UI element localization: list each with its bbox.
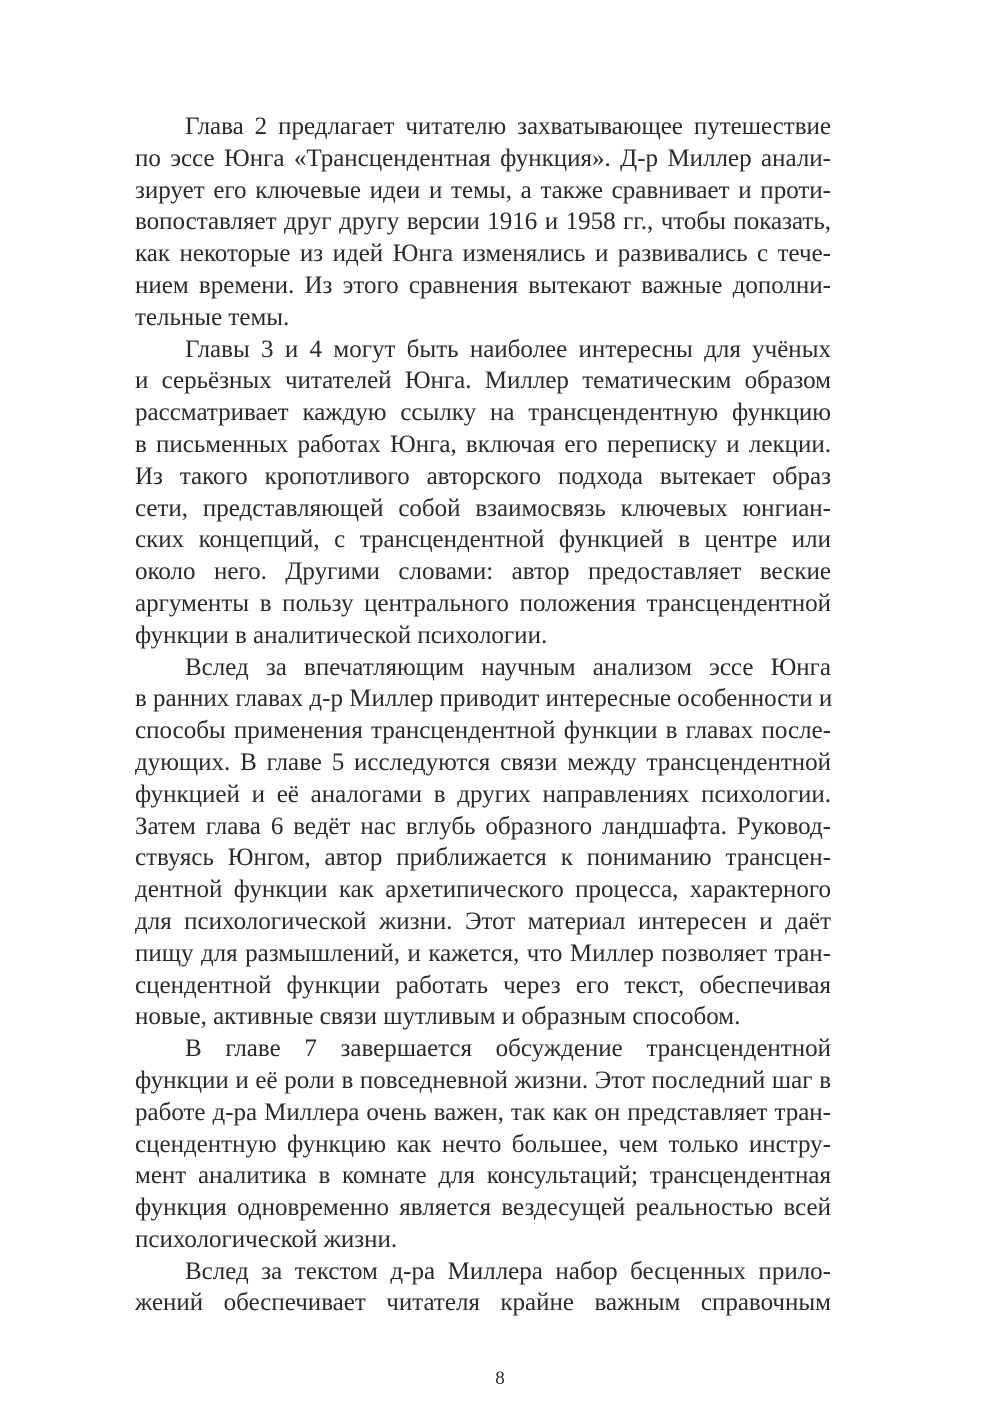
text-line: ских концепций, с трансцендентной функцией в центре или — [135, 526, 831, 554]
text-line: вопоставляет друг другу версии 1916 и 1958 гг., чтобы показать, — [135, 208, 831, 236]
text-line: как некоторые из идей Юнга изменялись и развивались с тече- — [135, 240, 831, 268]
text-line: функции и её роли в повседневной жизни. Этот последний шаг в — [135, 1066, 831, 1094]
text-line: психологической жизни. — [135, 1225, 398, 1253]
text-line: Вслед за впечатляющим научным анализом эссе Юнга — [185, 653, 831, 681]
paragraph — [135, 334, 831, 652]
text-line: В главе 7 завершается обсуждение трансцендентной — [185, 1035, 831, 1063]
text-line: функции в аналитической психологии. — [135, 621, 548, 649]
page-number: 8 — [495, 1368, 505, 1389]
text-line: для психологической жизни. Этот материал интересен и даёт — [135, 907, 831, 935]
text-line: функция одновременно является вездесущей реальностью всей — [135, 1194, 831, 1222]
paragraph — [135, 652, 831, 1034]
text-line: Вслед за текстом д-ра Миллера набор бесценных прило- — [185, 1257, 831, 1285]
text-line: функцией и её аналогами в других направлениях психологии. — [135, 780, 831, 808]
text-line: сцендентной функции работать через его текст, обеспечивая — [135, 971, 831, 999]
text-line: сцендентную функцию как нечто большее, чем только инстру- — [135, 1130, 831, 1158]
paragraph — [135, 111, 831, 334]
text-line: способы применения трансцендентной функции в главах после- — [135, 717, 831, 745]
text-line: сети, представляющей собой взаимосвязь ключевых юнгиан- — [135, 494, 831, 522]
text-line: и серьёзных читателей Юнга. Миллер тематическим образом — [135, 367, 831, 395]
text-line: новые, активные связи шутливым и образным способом. — [135, 1003, 741, 1031]
text-line: нием времени. Из этого сравнения вытекают важные дополни- — [135, 271, 831, 299]
text-line: в ранних главах д-р Миллер приводит интересные особенности и — [135, 685, 833, 713]
text-line: зирует его ключевые идеи и темы, а также сравнивает и проти- — [135, 176, 831, 204]
text-line: тельные темы. — [135, 303, 290, 331]
page-body-text — [135, 111, 831, 1319]
text-line: Из такого кропотливого авторского подхода вытекает образ — [135, 462, 831, 490]
text-line: мент аналитика в комнате для консультаций; трансцендентная — [135, 1162, 831, 1190]
text-line: по эссе Юнга «Трансцендентная функция». Д-р Миллер анали- — [135, 144, 831, 172]
text-line: жений обеспечивает читателя крайне важным справочным — [135, 1289, 831, 1317]
text-line: около него. Другими словами: автор предоставляет веские — [135, 558, 831, 586]
text-line: дующих. В главе 5 исследуются связи между трансцендентной — [135, 748, 831, 776]
paragraph — [135, 1033, 831, 1256]
text-line: работе д-ра Миллера очень важен, так как он представляет тран- — [135, 1098, 831, 1126]
text-line: Затем глава 6 ведёт нас вглубь образного ландшафта. Руковод- — [135, 812, 831, 840]
text-line: аргументы в пользу центрального положения трансцендентной — [135, 589, 831, 617]
text-line: в письменных работах Юнга, включая его переписку и лекции. — [135, 430, 831, 458]
text-line: дентной функции как архетипического процесса, характерного — [135, 876, 831, 904]
text-line: ствуясь Юнгом, автор приближается к пониманию трансцен- — [135, 844, 831, 872]
text-line: Главы 3 и 4 могут быть наиболее интересны для учёных — [185, 335, 831, 363]
text-line: пищу для размышлений, и кажется, что Миллер позволяет тран- — [135, 939, 831, 967]
text-line: Глава 2 предлагает читателю захватывающее путешествие — [185, 113, 831, 140]
paragraph — [135, 1256, 831, 1320]
text-line: рассматривает каждую ссылку на трансцендентную функцию — [135, 399, 831, 427]
